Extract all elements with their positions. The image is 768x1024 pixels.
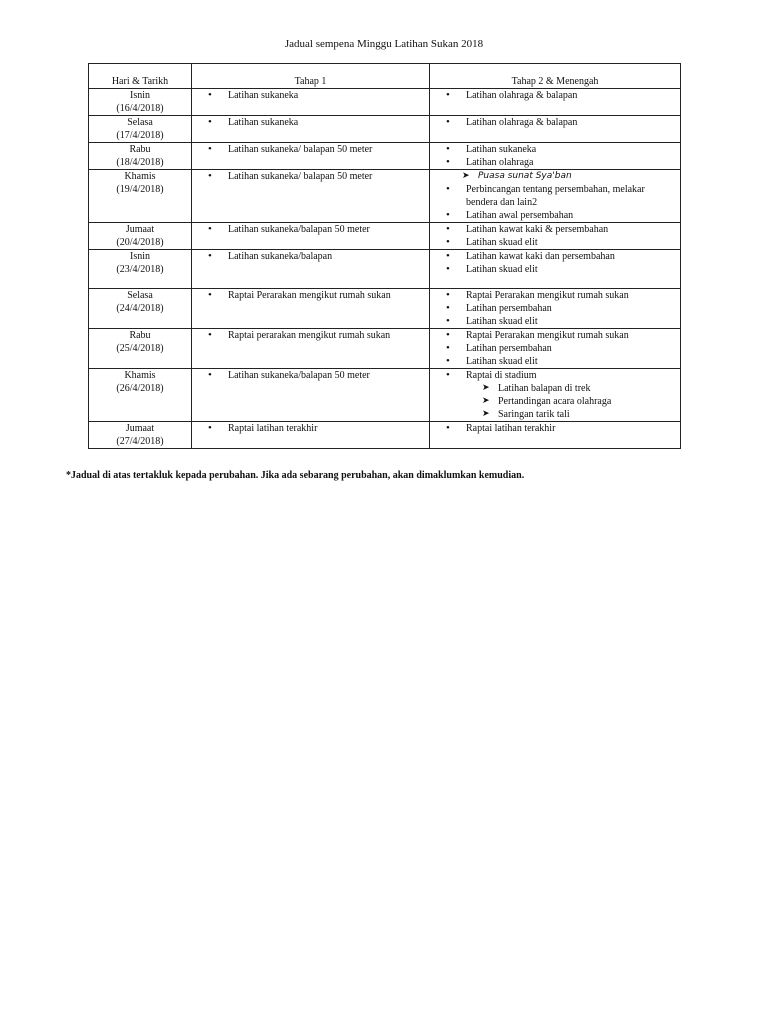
sub-list-item: ➤ Pertandingan acara olahraga: [482, 395, 676, 408]
table-header-row: [89, 64, 681, 89]
activity-list: [192, 223, 429, 236]
tahap-1-cell: [192, 170, 430, 223]
list-item: [446, 156, 676, 169]
day-name: Rabu: [129, 330, 151, 341]
activity-list: [192, 116, 429, 129]
date: (20/4/2018): [116, 237, 164, 248]
list-item: [446, 236, 676, 249]
tahap-1-cell: [192, 422, 430, 449]
list-item: [446, 342, 676, 355]
list-item: • Raptai Perarakan mengikut rumah sukan: [208, 289, 425, 302]
list-item-text: Raptai Perarakan mengikut rumah sukan: [466, 290, 629, 301]
footnote: *Jadual di atas tertakluk kepada perubahan. Jika ada sebarang perubahan, akan dimaklumkan kemudian.: [66, 470, 525, 481]
activity-list: [430, 223, 680, 249]
list-item: [446, 250, 676, 263]
list-item: • Latihan sukaneka/ balapan 50 meter: [208, 143, 425, 156]
list-item-text: Latihan persembahan: [466, 303, 552, 314]
day-date-cell: [89, 170, 192, 223]
list-item: [446, 302, 676, 315]
schedule-table: [88, 63, 681, 449]
list-item: [446, 143, 676, 156]
header-tahap-2: Tahap 2 & Menengah: [430, 64, 681, 89]
list-item-text: Latihan persembahan: [466, 343, 552, 354]
day-name: Rabu: [129, 144, 151, 155]
table-row: [89, 369, 681, 422]
day-date-cell: [89, 289, 192, 329]
day-name: Khamis: [124, 370, 156, 381]
tahap-1-cell: [192, 369, 430, 422]
day-name: Selasa: [127, 117, 153, 128]
tahap-1-cell: [192, 89, 430, 116]
sub-list: [466, 382, 676, 421]
activity-list: [430, 422, 680, 435]
table-row: [89, 250, 681, 289]
day-date-cell: [89, 89, 192, 116]
list-item-text: Latihan sukaneka: [466, 144, 537, 155]
activity-list: [430, 289, 680, 328]
table-row: [89, 223, 681, 250]
day-name: Jumaat: [125, 224, 155, 235]
list-item: • Latihan sukaneka/balapan 50 meter: [208, 369, 425, 382]
activity-list: [430, 116, 680, 129]
day-date-cell: [89, 116, 192, 143]
list-item-text: Latihan skuad elit: [466, 237, 538, 248]
list-item-text: Latihan olahraga & balapan: [466, 117, 578, 128]
activity-list: [430, 329, 680, 368]
tahap-1-cell: [192, 116, 430, 143]
activity-list: [430, 89, 680, 102]
day-date-cell: [89, 369, 192, 422]
tahap-1-cell: [192, 143, 430, 170]
day-name: Jumaat: [125, 423, 155, 434]
list-item: • Latihan sukaneka: [208, 89, 425, 102]
activity-list: [192, 250, 429, 263]
schedule-body: [89, 89, 681, 449]
list-item: • Raptai latihan terakhir: [208, 422, 425, 435]
list-item: [446, 422, 676, 435]
tahap-2-cell: [430, 422, 681, 449]
activity-list: [430, 143, 680, 169]
tahap-2-cell: [430, 369, 681, 422]
list-item: • Raptai perarakan mengikut rumah sukan: [208, 329, 425, 342]
date: (16/4/2018): [116, 103, 164, 114]
list-item: [446, 263, 676, 276]
tahap-2-cell: [430, 329, 681, 369]
activity-list: [192, 143, 429, 156]
date: (23/4/2018): [116, 264, 164, 275]
day-date-cell: [89, 422, 192, 449]
list-item-text: Raptai di stadium: [466, 370, 537, 381]
list-item: [446, 315, 676, 328]
activity-list: [192, 329, 429, 342]
list-item: • Latihan sukaneka/ balapan 50 meter: [208, 170, 425, 183]
date: (27/4/2018): [116, 436, 164, 447]
sub-list-item: ➤ Saringan tarik tali: [482, 408, 676, 421]
activity-list: [192, 422, 429, 435]
table-row: [89, 89, 681, 116]
activity-list: [430, 369, 680, 421]
list-item-text: Latihan skuad elit: [466, 264, 538, 275]
header-tahap-1: Tahap 1: [192, 64, 430, 89]
day-name: Khamis: [124, 171, 156, 182]
day-name: Isnin: [130, 251, 150, 262]
day-date-cell: [89, 329, 192, 369]
day-name: Isnin: [130, 90, 150, 101]
list-item: • Latihan sukaneka/balapan 50 meter: [208, 223, 425, 236]
tahap-2-cell: [430, 116, 681, 143]
sub-list-item: ➤ Latihan balapan di trek: [482, 382, 676, 395]
list-item: [446, 369, 676, 421]
activity-list: [192, 89, 429, 102]
date: (24/4/2018): [116, 303, 164, 314]
list-item-text: Latihan awal persembahan: [466, 210, 574, 221]
list-item: • Latihan sukaneka/balapan: [208, 250, 425, 263]
activity-list: [192, 170, 429, 183]
tahap-1-cell: [192, 250, 430, 289]
table-row: [89, 289, 681, 329]
table-row: [89, 143, 681, 170]
list-item-text: Latihan skuad elit: [466, 356, 538, 367]
activity-list: [192, 289, 429, 302]
day-date-cell: [89, 250, 192, 289]
activity-list: [430, 183, 680, 222]
list-item-text: Latihan olahraga: [466, 157, 534, 168]
activity-list: [430, 250, 680, 276]
list-item: [446, 329, 676, 342]
date: (17/4/2018): [116, 130, 164, 141]
tahap-1-cell: [192, 289, 430, 329]
tahap-2-cell: [430, 250, 681, 289]
list-item-text: Raptai Perarakan mengikut rumah sukan: [466, 330, 629, 341]
header-day-date: Hari & Tarikh: [89, 64, 192, 89]
table-row: [89, 116, 681, 143]
tahap-2-cell: [430, 289, 681, 329]
tahap-2-cell: [430, 143, 681, 170]
date: (18/4/2018): [116, 157, 164, 168]
list-item: [446, 209, 676, 222]
page-title: Jadual sempena Minggu Latihan Sukan 2018: [284, 38, 484, 50]
list-item-text: Latihan skuad elit: [466, 316, 538, 327]
day-date-cell: [89, 143, 192, 170]
tahap-1-cell: [192, 329, 430, 369]
tahap-2-cell: [430, 223, 681, 250]
day-name: Selasa: [127, 290, 153, 301]
list-item: • Latihan sukaneka: [208, 116, 425, 129]
list-item: [446, 355, 676, 368]
activity-list: [192, 369, 429, 382]
date: (19/4/2018): [116, 184, 164, 195]
list-item-text: Latihan olahraga & balapan: [466, 90, 578, 101]
day-date-cell: [89, 223, 192, 250]
tahap-2-cell: [430, 170, 681, 223]
table-row: [89, 170, 681, 223]
list-item: [446, 183, 676, 209]
date: (25/4/2018): [116, 343, 164, 354]
tahap-2-cell: [430, 89, 681, 116]
sub-list: [430, 170, 680, 183]
list-item-text: Latihan kawat kaki & persembahan: [466, 224, 609, 235]
list-item-text: Perbincangan tentang persembahan, melakar bendera dan lain2: [466, 184, 645, 208]
list-item: [446, 116, 676, 129]
list-item: [446, 223, 676, 236]
list-item: [446, 89, 676, 102]
list-item-text: Latihan kawat kaki dan persembahan: [466, 251, 615, 262]
list-item: [446, 289, 676, 302]
tahap-1-cell: [192, 223, 430, 250]
list-item-text: Raptai latihan terakhir: [466, 423, 556, 434]
sub-list-item: ➤ Puasa sunat Sya'ban: [462, 170, 680, 183]
date: (26/4/2018): [116, 383, 164, 394]
table-row: [89, 329, 681, 369]
table-row: [89, 422, 681, 449]
